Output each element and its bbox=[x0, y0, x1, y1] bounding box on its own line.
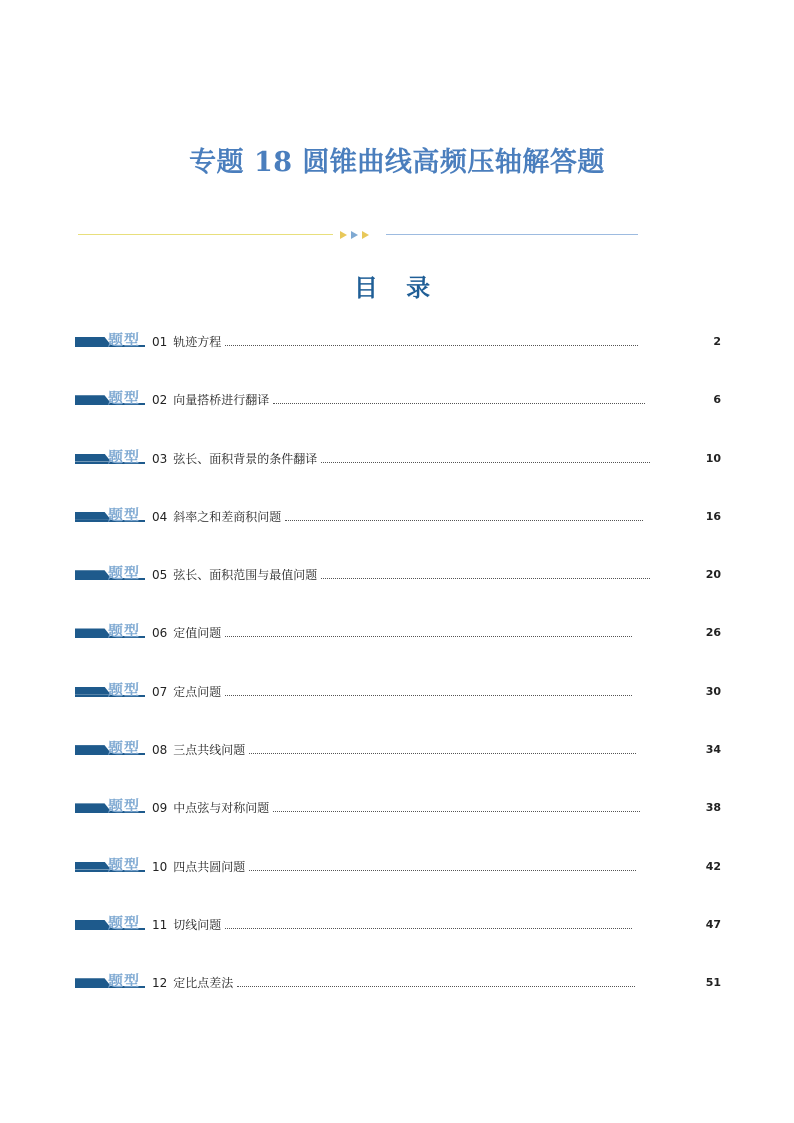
badge-label: 题型 bbox=[108, 505, 141, 524]
badge-bar bbox=[75, 512, 111, 520]
toc-entry-number: 01 bbox=[152, 335, 168, 349]
toc-entry-text: 斜率之和差商积问题 bbox=[173, 509, 282, 524]
toc-entry-title[interactable] bbox=[152, 333, 221, 350]
toc-page-number: 10 bbox=[705, 451, 721, 465]
decorative-divider bbox=[78, 228, 638, 242]
toc-entry-number: 04 bbox=[152, 509, 168, 524]
toc-entry-number: 07 bbox=[152, 684, 168, 699]
badge-bar bbox=[75, 687, 111, 695]
question-type-badge bbox=[75, 621, 147, 641]
toc-entry-title[interactable] bbox=[152, 974, 233, 991]
badge-label: 题型 bbox=[108, 680, 141, 699]
toc-page-number: 47 bbox=[705, 917, 721, 931]
toc-entry-title[interactable] bbox=[152, 799, 269, 816]
toc-entry-text: 定点问题 bbox=[173, 684, 222, 699]
toc-entry[interactable] bbox=[75, 621, 725, 679]
badge-label: 题型 bbox=[108, 913, 141, 932]
dot-leader bbox=[249, 870, 636, 871]
toc-page-number: 38 bbox=[705, 801, 721, 815]
toc-entry-text: 切线问题 bbox=[173, 917, 222, 932]
toc-entry[interactable] bbox=[75, 855, 725, 913]
badge-label: 题型 bbox=[108, 739, 141, 758]
toc-entry-title[interactable] bbox=[152, 508, 281, 525]
dot-leader bbox=[321, 462, 650, 463]
toc-entry-text: 定值问题 bbox=[173, 626, 222, 641]
badge-label: 题型 bbox=[108, 622, 141, 641]
question-type-badge bbox=[75, 388, 147, 408]
toc-entry-text: 弦长、面积背景的条件翻译 bbox=[173, 451, 318, 466]
toc-entry-title[interactable] bbox=[152, 391, 269, 408]
toc-page-number: 26 bbox=[705, 626, 721, 640]
toc-entry[interactable] bbox=[75, 447, 725, 505]
question-type-badge bbox=[75, 680, 147, 700]
question-type-badge bbox=[75, 505, 147, 525]
badge-bar bbox=[75, 978, 111, 986]
toc-entry-number: 09 bbox=[152, 801, 168, 816]
toc-entry[interactable] bbox=[75, 738, 725, 796]
toc-page-number: 6 bbox=[713, 393, 721, 407]
question-type-badge bbox=[75, 330, 147, 350]
toc-entry-number: 08 bbox=[152, 743, 168, 758]
toc-entry-number: 12 bbox=[152, 976, 168, 991]
toc-entry-title[interactable] bbox=[152, 624, 221, 641]
toc-entry[interactable] bbox=[75, 388, 725, 446]
toc-entry-title[interactable] bbox=[152, 916, 221, 933]
dot-leader bbox=[237, 986, 635, 987]
toc-entry-number: 02 bbox=[152, 393, 168, 408]
toc-entry-text: 弦长、面积范围与最值问题 bbox=[173, 568, 318, 583]
question-type-badge bbox=[75, 971, 147, 991]
toc-page-number: 30 bbox=[705, 684, 721, 698]
badge-bar bbox=[75, 454, 111, 462]
dot-leader bbox=[225, 695, 632, 696]
dot-leader bbox=[249, 753, 636, 754]
toc-entry[interactable] bbox=[75, 913, 725, 971]
toc-entry-text: 轨迹方程 bbox=[173, 335, 222, 349]
toc-entry-number: 03 bbox=[152, 451, 168, 466]
badge-label: 题型 bbox=[108, 797, 141, 816]
badge-label: 题型 bbox=[108, 389, 141, 408]
toc-entry-number: 05 bbox=[152, 568, 168, 583]
divider-line-right bbox=[386, 234, 638, 235]
dot-leader bbox=[285, 520, 643, 521]
toc-entry-title[interactable] bbox=[152, 566, 317, 583]
toc-entry-text: 定比点差法 bbox=[173, 976, 234, 991]
badge-bar bbox=[75, 745, 111, 753]
toc-entry-title[interactable] bbox=[152, 741, 245, 758]
question-type-badge bbox=[75, 447, 147, 467]
badge-bar bbox=[75, 628, 111, 636]
question-type-badge bbox=[75, 796, 147, 816]
toc-entry-title[interactable] bbox=[152, 450, 317, 467]
toc-entry[interactable] bbox=[75, 971, 725, 1029]
toc-entry-title[interactable] bbox=[152, 683, 221, 700]
badge-bar bbox=[75, 395, 111, 403]
triangle-arrows-icon bbox=[340, 229, 376, 241]
toc-page-number: 34 bbox=[705, 743, 721, 757]
table-of-contents bbox=[75, 330, 725, 1030]
badge-label: 题型 bbox=[108, 972, 141, 991]
toc-entry-text: 三点共线问题 bbox=[173, 743, 246, 758]
dot-leader bbox=[225, 928, 632, 929]
dot-leader bbox=[225, 636, 632, 637]
toc-entry-title[interactable] bbox=[152, 858, 245, 875]
toc-entry-number: 11 bbox=[152, 917, 168, 932]
dot-leader bbox=[225, 345, 638, 346]
toc-page-number: 2 bbox=[713, 335, 721, 348]
toc-entry[interactable] bbox=[75, 505, 725, 563]
toc-entry-text: 四点共圆问题 bbox=[173, 859, 246, 874]
toc-page-number: 42 bbox=[705, 859, 721, 873]
toc-page-number: 20 bbox=[705, 568, 721, 582]
divider-line-left bbox=[78, 234, 333, 235]
badge-bar bbox=[75, 337, 111, 345]
toc-entry[interactable] bbox=[75, 330, 725, 388]
toc-entry-number: 10 bbox=[152, 859, 168, 874]
question-type-badge bbox=[75, 563, 147, 583]
question-type-badge bbox=[75, 855, 147, 875]
toc-entry-text: 中点弦与对称问题 bbox=[173, 801, 270, 816]
badge-label: 题型 bbox=[108, 331, 141, 349]
document-title: 专题 18 圆锥曲线高频压轴解答题 bbox=[189, 147, 605, 178]
question-type-badge bbox=[75, 913, 147, 933]
dot-leader bbox=[273, 811, 640, 812]
toc-page-number: 16 bbox=[705, 509, 721, 523]
dot-leader bbox=[321, 578, 650, 579]
badge-bar bbox=[75, 862, 111, 870]
toc-heading: 目 录 bbox=[353, 274, 441, 302]
badge-label: 题型 bbox=[108, 564, 141, 583]
toc-entry-text: 向量搭桥进行翻译 bbox=[173, 393, 270, 408]
badge-bar bbox=[75, 803, 111, 811]
toc-entry-number: 06 bbox=[152, 626, 168, 641]
toc-entry[interactable] bbox=[75, 563, 725, 621]
question-type-badge bbox=[75, 738, 147, 758]
toc-entry[interactable] bbox=[75, 796, 725, 854]
badge-bar bbox=[75, 570, 111, 578]
badge-bar bbox=[75, 920, 111, 928]
dot-leader bbox=[273, 403, 645, 404]
toc-entry[interactable] bbox=[75, 680, 725, 738]
toc-page-number: 51 bbox=[705, 976, 721, 990]
badge-label: 题型 bbox=[108, 855, 141, 874]
badge-label: 题型 bbox=[108, 447, 141, 466]
